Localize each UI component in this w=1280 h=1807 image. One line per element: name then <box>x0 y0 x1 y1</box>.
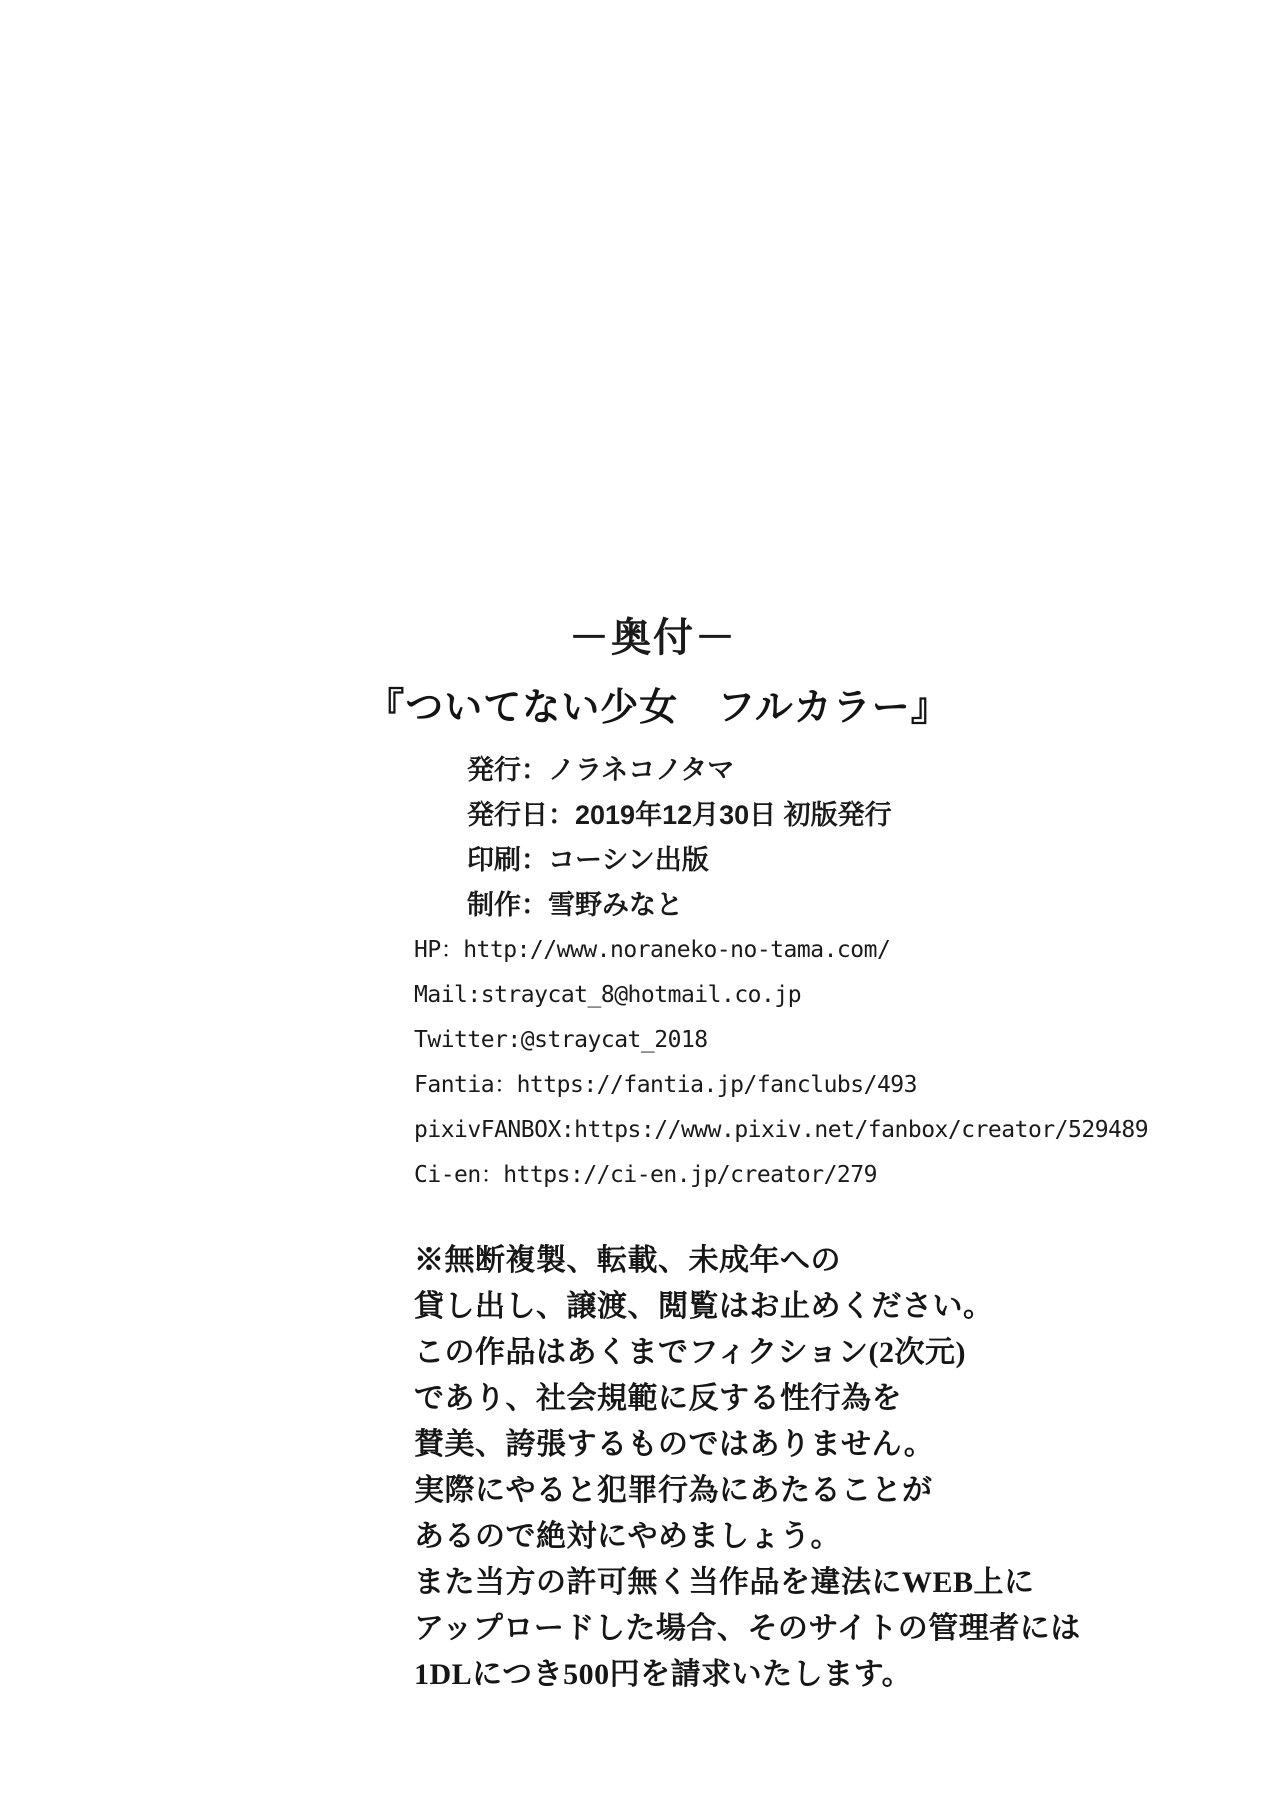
disclaimer-line: であり、社会規範に反する性行為を <box>414 1382 902 1415</box>
disclaimer-line: 貸し出し、譲渡、閲覧はお止めください。 <box>414 1290 994 1323</box>
ci-en-url: Ci-en：https://ci-en.jp/creator/279 <box>414 1162 877 1188</box>
disclaimer-line: 実際にやると犯罪行為にあたることが <box>414 1474 933 1507</box>
book-title: 『ついてない少女 フルカラー』 <box>366 687 950 729</box>
contact-info <box>414 928 1148 1198</box>
disclaimer-line: アップロードした場合、そのサイトの管理者には <box>414 1612 1081 1645</box>
disclaimer-line: 1DLにつき500円を請求いたします。 <box>414 1658 913 1691</box>
mail-address: Mail:straycat_8@hotmail.co.jp <box>414 982 802 1008</box>
disclaimer-line: ※無断複製、転載、未成年への <box>414 1244 841 1277</box>
disclaimer-line: あるので絶対にやめましょう。 <box>414 1520 841 1553</box>
disclaimer-line: また当方の許可無く当作品を違法にWEB上に <box>414 1566 1035 1599</box>
homepage-url: HP：http://www.noraneko-no-tama.com/ <box>414 937 891 963</box>
printer-line: 印刷：コーシン出版 <box>467 845 709 875</box>
publish-date-line: 発行日：2019年12月30日 初版発行 <box>467 800 892 830</box>
publication-info <box>467 748 892 928</box>
twitter-handle: Twitter:@straycat_2018 <box>414 1027 708 1053</box>
pixiv-fanbox-url: pixivFANBOX:https://www.pixiv.net/fanbox/creator/529489 <box>414 1117 1149 1143</box>
colophon-header: －奥付－ <box>569 616 737 660</box>
disclaimer-line: この作品はあくまでフィクション(2次元) <box>414 1336 966 1369</box>
disclaimer-notice <box>414 1238 1081 1698</box>
publisher-line: 発行：ノラネコノタマ <box>467 755 735 785</box>
creator-line: 制作：雪野みなと <box>467 890 683 920</box>
fantia-url: Fantia：https://fantia.jp/fanclubs/493 <box>414 1072 917 1098</box>
disclaimer-line: 賛美、誇張するものではありません。 <box>414 1428 935 1461</box>
